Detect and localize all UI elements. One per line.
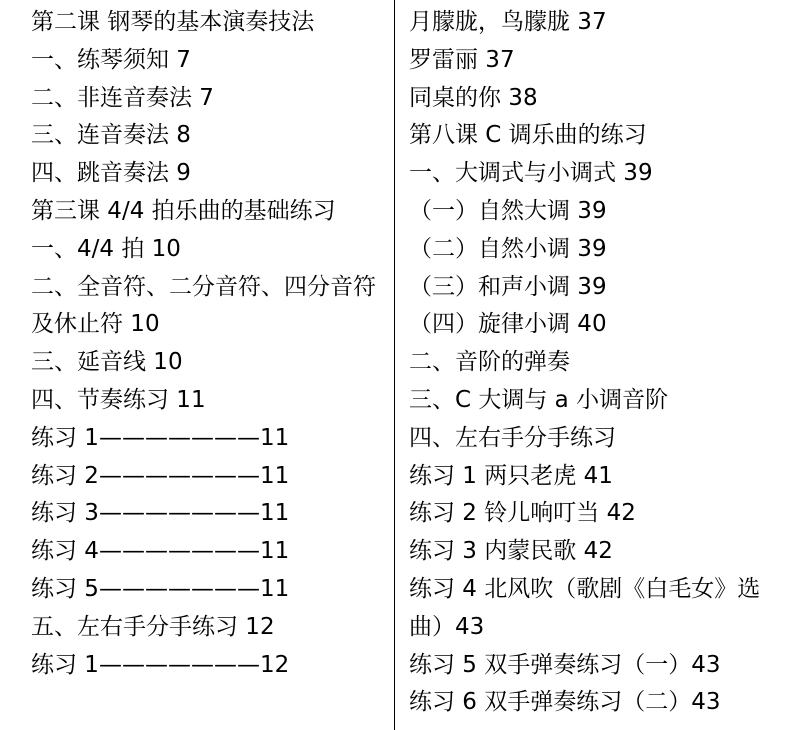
- toc-entry: 三、延音线 10: [31, 349, 183, 376]
- toc-entry-exercise: 练习 1———————12: [31, 651, 290, 678]
- toc-entry-exercise: 练习 6 双手弹奏练习（二）43: [409, 689, 721, 716]
- toc-entry: 一、4/4 拍 10: [31, 235, 181, 262]
- toc-entry-exercise: 练习 4 北风吹（歌剧《白毛女》选曲）43: [409, 575, 761, 640]
- toc-left-column: [31, 4, 386, 684]
- toc-entry: 一、练琴须知 7: [31, 46, 191, 73]
- toc-entry: （一）自然大调 39: [409, 197, 607, 224]
- toc-entry: 一、大调式与小调式 39: [409, 160, 653, 187]
- toc-entry: 二、全音符、二分音符、四分音符及休止符 10: [31, 273, 376, 338]
- toc-entry-exercise: 练习 1———————11: [31, 424, 290, 451]
- toc-entry: 四、跳音奏法 9: [31, 160, 191, 187]
- toc-entry-exercise: 练习 1 两只老虎 41: [409, 462, 613, 489]
- toc-entry: 四、节奏练习 11: [31, 386, 206, 413]
- toc-entry-exercise: 练习 3———————11: [31, 500, 290, 527]
- toc-entry: （三）和声小调 39: [409, 273, 607, 300]
- toc-entry: （四）旋律小调 40: [409, 311, 607, 338]
- toc-entry-exercise: 练习 4———————11: [31, 538, 290, 565]
- toc-entry-exercise: 练习 5 双手弹奏练习（一）43: [409, 651, 721, 678]
- toc-entry: 二、非连音奏法 7: [31, 84, 214, 111]
- toc-entry: 罗雷丽 37: [409, 46, 515, 73]
- toc-entry: （二）自然小调 39: [409, 235, 607, 262]
- toc-entry: 三、连音奏法 8: [31, 122, 191, 149]
- toc-entry: 月朦胧，鸟朦胧 37: [409, 9, 607, 35]
- toc-entry-lesson-3: 第三课 4/4 拍乐曲的基础练习: [31, 197, 336, 224]
- toc-entry: 三、C 大调与 a 小调音阶: [409, 386, 669, 413]
- toc-entry-exercise: 练习 3 内蒙民歌 42: [409, 538, 613, 565]
- toc-entry: 四、左右手分手练习: [409, 424, 616, 451]
- toc-entry: 二、音阶的弹奏: [409, 349, 570, 376]
- toc-entry-exercise: 练习 5———————11: [31, 575, 290, 602]
- column-divider: [394, 0, 395, 730]
- toc-entry: 五、左右手分手练习 12: [31, 613, 275, 640]
- toc-entry: 同桌的你 38: [409, 84, 538, 111]
- toc-entry-lesson-8: 第八课 C 调乐曲的练习: [409, 122, 647, 149]
- toc-right-column: [409, 4, 784, 722]
- toc-entry-exercise: 练习 2———————11: [31, 462, 290, 489]
- toc-entry-lesson-2: 第二课 钢琴的基本演奏技法: [31, 9, 315, 35]
- toc-entry-exercise: 练习 2 铃儿响叮当 42: [409, 500, 636, 527]
